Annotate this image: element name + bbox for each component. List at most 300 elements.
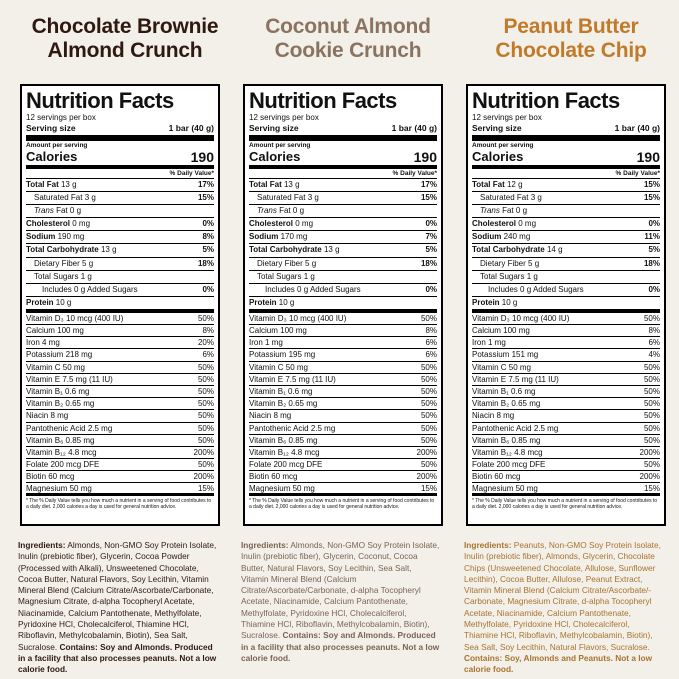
serving-size-row xyxy=(472,123,660,141)
carbohydrate-row xyxy=(472,244,660,257)
amount-per-serving: Amount per serving xyxy=(26,142,88,149)
vitamin-dv: 50% xyxy=(420,411,437,421)
protein-row-text xyxy=(472,297,517,309)
vitamin-name: Vitamin C 50 mg xyxy=(249,362,308,372)
added-sugars-amount: 0 g xyxy=(520,284,532,294)
vitamin-dv: 6% xyxy=(202,350,214,360)
added-sugars-pre: Includes xyxy=(488,284,518,294)
product-title xyxy=(20,0,230,78)
protein-row xyxy=(26,297,214,313)
vitamin-row xyxy=(249,423,437,435)
total-fat-row-label: Total Fat xyxy=(249,180,282,189)
added-sugars-pre: Includes xyxy=(265,284,295,294)
vitamin-row xyxy=(249,447,437,459)
vitamin-row xyxy=(472,459,660,471)
vitamin-dv: 50% xyxy=(197,399,214,409)
vitamin-row xyxy=(26,374,214,386)
saturated-fat-row-text xyxy=(480,192,542,204)
saturated-fat-row-label: Saturated Fat xyxy=(257,193,306,203)
product-title-line2: Cookie Crunch xyxy=(274,39,422,62)
vitamin-row xyxy=(249,374,437,386)
vitamin-dv: 50% xyxy=(420,423,437,433)
fiber-row xyxy=(26,258,214,271)
fiber-row-amount: 5 g xyxy=(528,258,540,268)
vitamin-name: Vitamin B₂ 0.65 mg xyxy=(249,399,318,409)
sodium-row xyxy=(26,231,214,244)
fiber-row-text xyxy=(34,258,93,270)
carbohydrate-row-amount: 13 g xyxy=(323,245,340,255)
sugars-row-label: Total Sugars xyxy=(34,271,79,281)
saturated-fat-row-dv: 15% xyxy=(197,193,214,203)
serving-size-value: 1 bar (40 g) xyxy=(614,123,660,133)
vitamin-name: Magnesium 50 mg xyxy=(249,484,315,494)
trans-fat-row-text xyxy=(34,205,81,217)
added-sugars-amount: 0 g xyxy=(297,284,309,294)
ingredients-label: Ingredients: xyxy=(241,540,289,550)
product-title-line2: Chocolate Chip xyxy=(495,39,647,62)
vitamin-dv: 15% xyxy=(420,484,437,494)
vitamin-dv: 8% xyxy=(202,326,214,336)
total-fat-row-text xyxy=(26,179,77,191)
vitamin-row xyxy=(26,349,214,361)
nutrition-facts-heading: Nutrition Facts xyxy=(249,88,397,113)
ingredients-text: Almonds, Non-GMO Soy Protein Isolate, Inulin (prebiotic fiber), Glycerin, Cocoa Powder (Processed with Alkali), Unsweetened Chocolate, Cocoa Butter, Natural Flavors, Soy Lecithin, Vitamin Mineral Blend (Calcium Citrate/Ascorbate/Carbonate, Magnesium Citrate, d-alpha Tocopheryl Acetate, Niacinamide, Calcium Pantothenate, Methylfolate, Pyridoxine HCl, Cholecalciferol, Thiamine HCl, Riboflavin, Methylcobalamin, Biotin), Sea Salt, Sucralose. xyxy=(18,540,217,652)
total-fat-row-dv: 17% xyxy=(420,180,437,189)
ingredients-block xyxy=(18,540,218,676)
contains-statement: Contains: Soy and Almonds. Produced in a facility that also processes peanuts. Not a low calorie food. xyxy=(241,630,440,663)
daily-value-footnote: * The % Daily Value tells you how much a nutrient in a serving of food contributes to a daily diet. 2,000 calories a day is used for general nutrition advice. xyxy=(26,498,212,511)
vitamin-dv: 6% xyxy=(648,338,660,348)
product-title xyxy=(243,0,453,78)
calories-value: 190 xyxy=(636,149,660,165)
cholesterol-row-amount: 0 mg xyxy=(295,219,314,229)
vitamin-name: Potassium 218 mg xyxy=(26,350,93,360)
contains-statement: Contains: Soy and Almonds. Produced in a facility that also processes peanuts. Not a low calorie food. xyxy=(18,641,217,675)
carbohydrate-row-label: Total Carbohydrate xyxy=(249,245,322,255)
vitamin-name: Pantothenic Acid 2.5 mg xyxy=(249,423,336,433)
sugars-row-text xyxy=(257,271,315,283)
trans-fat-row-label-rest: Fat xyxy=(279,206,291,216)
fiber-row xyxy=(249,258,437,271)
amount-per-serving: Amount per serving xyxy=(472,142,534,149)
total-fat-row-dv: 17% xyxy=(197,180,214,189)
vitamin-dv: 50% xyxy=(643,386,660,396)
vitamin-name: Potassium 195 mg xyxy=(249,350,316,360)
vitamin-row xyxy=(249,337,437,349)
sugars-row-amount: 1 g xyxy=(526,271,538,281)
cholesterol-row xyxy=(472,218,660,231)
cholesterol-row-amount: 0 mg xyxy=(518,219,537,229)
calories-value: 190 xyxy=(190,149,214,165)
fiber-row-label: Dietary Fiber xyxy=(34,258,80,268)
sodium-row-amount: 190 mg xyxy=(57,232,85,242)
saturated-fat-row-dv: 15% xyxy=(420,193,437,203)
total-fat-row-dv: 15% xyxy=(643,180,660,189)
protein-row-amount: 10 g xyxy=(501,297,518,307)
carbohydrate-row-dv: 5% xyxy=(425,245,437,255)
trans-fat-row-label-rest: Fat xyxy=(502,206,514,216)
sodium-row-amount: 240 mg xyxy=(503,232,531,242)
total-fat-row-amount: 13 g xyxy=(283,180,300,189)
calories-row xyxy=(26,150,214,169)
sodium-row-text xyxy=(472,231,530,243)
nutrition-facts-label xyxy=(466,84,666,526)
amount-per-serving: Amount per serving xyxy=(249,142,311,149)
vitamin-dv: 50% xyxy=(197,411,214,421)
saturated-fat-row-text xyxy=(34,192,96,204)
vitamin-name: Niacin 8 mg xyxy=(249,411,292,421)
vitamin-name: Vitamin B₆ 0.85 mg xyxy=(249,435,318,445)
carbohydrate-row-amount: 13 g xyxy=(100,245,117,255)
vitamin-row xyxy=(472,435,660,447)
sodium-row-dv: 8% xyxy=(202,232,214,242)
vitamin-dv: 200% xyxy=(639,472,660,482)
contains-statement: Contains: Soy, Almonds and Peanuts. Not a low calorie food. xyxy=(464,652,653,675)
vitamin-name: Vitamin D₃ 10 mcg (400 IU) xyxy=(26,313,124,323)
product-title-line1: Coconut Almond xyxy=(265,15,431,38)
ingredients-block xyxy=(241,540,441,664)
vitamin-name: Vitamin B₁ 0.6 mg xyxy=(26,386,90,396)
ingredients-label: Ingredients: xyxy=(18,540,66,550)
protein-row-amount: 10 g xyxy=(55,297,72,307)
fiber-row-text xyxy=(257,258,316,270)
vitamin-row xyxy=(472,423,660,435)
added-sugars-post: Added Sugars xyxy=(532,284,584,294)
vitamin-row xyxy=(26,435,214,447)
saturated-fat-row-amount: 3 g xyxy=(84,193,96,203)
vitamin-row xyxy=(472,313,660,325)
vitamin-dv: 50% xyxy=(643,313,660,323)
serving-size-label: Serving size xyxy=(26,123,76,133)
serving-size-row xyxy=(26,123,214,141)
calories-row xyxy=(472,150,660,169)
daily-value-header: % Daily Value* xyxy=(249,169,437,179)
vitamin-row xyxy=(472,325,660,337)
vitamin-row xyxy=(26,398,214,410)
vitamin-name: Niacin 8 mg xyxy=(26,411,69,421)
vitamin-dv: 50% xyxy=(643,423,660,433)
vitamin-name: Magnesium 50 mg xyxy=(26,484,92,494)
vitamin-row xyxy=(472,398,660,410)
vitamin-name: Potassium 151 mg xyxy=(472,350,539,360)
protein-row-text xyxy=(249,297,294,309)
saturated-fat-row xyxy=(472,192,660,205)
vitamin-row xyxy=(26,362,214,374)
product-title xyxy=(466,0,676,78)
vitamin-dv: 6% xyxy=(425,338,437,348)
serving-size-label: Serving size xyxy=(472,123,522,133)
vitamin-name: Calcium 100 mg xyxy=(472,326,530,336)
serving-size-label: Serving size xyxy=(249,123,299,133)
vitamin-dv: 20% xyxy=(197,338,214,348)
vitamin-row xyxy=(26,386,214,398)
vitamin-name: Vitamin B₁ 0.6 mg xyxy=(249,386,313,396)
servings-per-box: 12 servings per box xyxy=(472,113,542,122)
added-sugars-text xyxy=(488,284,584,296)
vitamin-name: Vitamin B₁₂ 4.8 mcg xyxy=(249,447,320,457)
sodium-row-amount: 170 mg xyxy=(280,232,308,242)
carbohydrate-row-text xyxy=(249,244,340,256)
calories-value: 190 xyxy=(413,149,437,165)
vitamin-name: Iron 1 mg xyxy=(472,338,506,348)
product-column-1 xyxy=(20,0,230,78)
cholesterol-row-label: Cholesterol xyxy=(249,219,294,229)
calories-label: Calories xyxy=(472,149,524,164)
sugars-row-label: Total Sugars xyxy=(480,271,525,281)
vitamin-dv: 50% xyxy=(643,399,660,409)
vitamin-dv: 50% xyxy=(420,313,437,323)
vitamin-row xyxy=(249,362,437,374)
vitamin-dv: 50% xyxy=(643,411,660,421)
vitamin-dv: 200% xyxy=(416,472,437,482)
trans-fat-row-amount: 0 g xyxy=(292,206,305,216)
vitamin-dv: 6% xyxy=(425,350,437,360)
cholesterol-row-label: Cholesterol xyxy=(472,219,517,229)
carbohydrate-row-amount: 14 g xyxy=(546,245,563,255)
total-fat-row-amount: 12 g xyxy=(506,180,523,189)
daily-value-footnote: * The % Daily Value tells you how much a nutrient in a serving of food contributes to a daily diet. 2,000 calories a day is used for general nutrition advice. xyxy=(472,498,658,511)
sodium-row-label: Sodium xyxy=(26,232,56,242)
vitamin-row xyxy=(249,471,437,483)
trans-fat-row-label-rest: Fat xyxy=(56,206,68,216)
vitamin-name: Vitamin D₃ 10 mcg (400 IU) xyxy=(472,313,570,323)
cholesterol-row-text xyxy=(26,218,90,230)
calories-row xyxy=(249,150,437,169)
calories-label: Calories xyxy=(249,149,301,164)
vitamin-dv: 50% xyxy=(643,362,660,372)
sodium-row xyxy=(249,231,437,244)
cholesterol-row-dv: 0% xyxy=(425,219,437,229)
vitamin-dv: 8% xyxy=(425,326,437,336)
vitamin-name: Magnesium 50 mg xyxy=(472,484,538,494)
sodium-row-dv: 7% xyxy=(425,232,437,242)
vitamin-name: Vitamin B₆ 0.85 mg xyxy=(26,435,95,445)
fiber-row-label: Dietary Fiber xyxy=(480,258,526,268)
daily-value-header: % Daily Value* xyxy=(472,169,660,179)
vitamin-row xyxy=(249,349,437,361)
vitamin-dv: 200% xyxy=(639,447,660,457)
fiber-row xyxy=(472,258,660,271)
sugars-row-text xyxy=(34,271,92,283)
fiber-row-amount: 5 g xyxy=(82,258,94,268)
trans-fat-row-amount: 0 g xyxy=(69,206,82,216)
vitamin-row xyxy=(26,423,214,435)
cholesterol-row xyxy=(26,218,214,231)
fiber-row-dv: 18% xyxy=(420,258,437,268)
vitamin-dv: 50% xyxy=(197,460,214,470)
added-sugars-post: Added Sugars xyxy=(86,284,138,294)
vitamin-row xyxy=(472,349,660,361)
vitamin-name: Pantothenic Acid 2.5 mg xyxy=(26,423,113,433)
cholesterol-row-label: Cholesterol xyxy=(26,219,71,229)
servings-per-box: 12 servings per box xyxy=(26,113,96,122)
trans-fat-row-label: Trans xyxy=(257,206,277,216)
vitamin-name: Calcium 100 mg xyxy=(26,326,84,336)
sodium-row-label: Sodium xyxy=(249,232,279,242)
serving-size-row xyxy=(249,123,437,141)
added-sugars-pre: Includes xyxy=(42,284,72,294)
vitamin-row xyxy=(472,337,660,349)
total-fat-row xyxy=(249,179,437,192)
carbohydrate-row-dv: 5% xyxy=(202,245,214,255)
vitamin-name: Vitamin C 50 mg xyxy=(26,362,85,372)
vitamin-row xyxy=(472,386,660,398)
added-sugars-dv: 0% xyxy=(202,284,214,294)
vitamin-name: Vitamin B₁₂ 4.8 mcg xyxy=(472,447,543,457)
vitamin-name: Iron 4 mg xyxy=(26,338,60,348)
ingredients-text: Almonds, Non-GMO Soy Protein Isolate, Inulin (prebiotic fiber), Glycerin, Coconut, Cocoa Butter, Natural Flavors, Soy Lecithin, Sea Salt, Vitamin Mineral Blend (Calcium Citrate/Ascorbate/Carbonate, d-alpha Tocopheryl Acetate, Niacinamide, Calcium Pantothenate, Methylfolate, Pyridoxine HCl, Cholecalciferol, Thiamine HCl, Riboflavin, Methylcobalamin, Biotin), Sucralose. xyxy=(241,540,440,641)
sugars-row-amount: 1 g xyxy=(80,271,92,281)
vitamin-name: Vitamin C 50 mg xyxy=(472,362,531,372)
vitamin-row xyxy=(26,313,214,325)
vitamin-name: Vitamin B₂ 0.65 mg xyxy=(26,399,95,409)
trans-fat-row xyxy=(26,205,214,218)
sugars-row xyxy=(472,271,660,284)
vitamin-dv: 50% xyxy=(197,362,214,372)
saturated-fat-row-amount: 3 g xyxy=(307,193,319,203)
total-fat-row xyxy=(472,179,660,192)
cholesterol-row-dv: 0% xyxy=(648,219,660,229)
trans-fat-row xyxy=(249,205,437,218)
product-column-2 xyxy=(243,0,453,78)
vitamin-row xyxy=(26,325,214,337)
trans-fat-row-label: Trans xyxy=(34,206,54,216)
vitamin-name: Vitamin E 7.5 mg (11 IU) xyxy=(472,374,559,384)
saturated-fat-row-amount: 3 g xyxy=(530,193,542,203)
fiber-row-label: Dietary Fiber xyxy=(257,258,303,268)
vitamin-row xyxy=(26,410,214,422)
saturated-fat-row-label: Saturated Fat xyxy=(34,193,83,203)
vitamin-row xyxy=(249,483,437,496)
saturated-fat-row-label: Saturated Fat xyxy=(480,193,529,203)
vitamin-name: Vitamin E 7.5 mg (11 IU) xyxy=(26,374,113,384)
saturated-fat-row xyxy=(26,192,214,205)
fiber-row-dv: 18% xyxy=(197,258,214,268)
nutrition-facts-label xyxy=(20,84,220,526)
vitamin-dv: 50% xyxy=(420,435,437,445)
nutrition-facts-heading: Nutrition Facts xyxy=(26,88,174,113)
vitamin-row xyxy=(26,471,214,483)
vitamin-row xyxy=(472,374,660,386)
added-sugars-text xyxy=(265,284,361,296)
vitamin-name: Folate 200 mcg DFE xyxy=(249,460,323,470)
protein-row-label: Protein xyxy=(26,297,54,307)
ingredients-block xyxy=(464,540,664,676)
product-title-line1: Chocolate Brownie xyxy=(31,15,219,38)
saturated-fat-row-dv: 15% xyxy=(643,193,660,203)
trans-fat-row-text xyxy=(480,205,527,217)
vitamin-row xyxy=(26,337,214,349)
vitamin-name: Biotin 60 mcg xyxy=(26,472,75,482)
vitamin-row xyxy=(249,410,437,422)
sodium-row-label: Sodium xyxy=(472,232,502,242)
vitamin-dv: 50% xyxy=(643,435,660,445)
carbohydrate-row-text xyxy=(472,244,563,256)
product-title-line1: Peanut Butter xyxy=(503,15,639,38)
nutrition-facts-label xyxy=(243,84,443,526)
vitamin-name: Biotin 60 mcg xyxy=(249,472,298,482)
added-sugars-row xyxy=(472,284,660,297)
vitamin-name: Folate 200 mcg DFE xyxy=(472,460,546,470)
vitamin-name: Vitamin B₆ 0.85 mg xyxy=(472,435,541,445)
vitamin-row xyxy=(249,398,437,410)
trans-fat-row xyxy=(472,205,660,218)
total-fat-row-label: Total Fat xyxy=(26,180,59,189)
vitamin-name: Vitamin B₁ 0.6 mg xyxy=(472,386,536,396)
vitamin-dv: 50% xyxy=(420,460,437,470)
added-sugars-row xyxy=(249,284,437,297)
vitamin-row xyxy=(26,459,214,471)
vitamin-row xyxy=(472,447,660,459)
vitamin-name: Vitamin E 7.5 mg (11 IU) xyxy=(249,374,336,384)
ingredients-text: Peanuts, Non-GMO Soy Protein Isolate, Inulin (prebiotic fiber), Almonds, Glycerin, Chocolate Chips (Unsweetened Chocolate, Allulose, Sunflower Lecithin), Cocoa Butter, Allulose, Peanut Extract, Vitamin Mineral Blend (Calcium Citrate/Ascorbate/-Carbonate, Magnesium Citrate, d-alpha Tocopheryl Acetate, Niacinamide, Calcium Pantothenate, Methylfolate, Pyridoxine HCl, Cholecalciferol, Thiamine HCl, Riboflavin, Methylcobalamin, Biotin), Sea Salt, Soy Lecithin, Natural Flavors, Sucralose. xyxy=(464,540,661,652)
added-sugars-dv: 0% xyxy=(425,284,437,294)
vitamin-name: Vitamin B₁₂ 4.8 mcg xyxy=(26,447,97,457)
product-title-line2: Almond Crunch xyxy=(47,39,203,62)
protein-row xyxy=(249,297,437,313)
sugars-row-text xyxy=(480,271,538,283)
calories-label: Calories xyxy=(26,149,78,164)
vitamin-name: Vitamin D₃ 10 mcg (400 IU) xyxy=(249,313,347,323)
vitamin-row xyxy=(249,435,437,447)
protein-row-label: Protein xyxy=(472,297,500,307)
vitamin-row xyxy=(249,325,437,337)
cholesterol-row-text xyxy=(249,218,313,230)
total-fat-row-amount: 13 g xyxy=(60,180,77,189)
total-fat-row xyxy=(26,179,214,192)
vitamin-row xyxy=(26,483,214,496)
sodium-row-dv: 11% xyxy=(644,232,660,242)
vitamin-dv: 15% xyxy=(197,484,214,494)
vitamin-name: Pantothenic Acid 2.5 mg xyxy=(472,423,559,433)
fiber-row-dv: 18% xyxy=(643,258,660,268)
vitamin-dv: 50% xyxy=(643,374,660,384)
trans-fat-row-amount: 0 g xyxy=(515,206,528,216)
vitamin-name: Folate 200 mcg DFE xyxy=(26,460,100,470)
daily-value-header: % Daily Value* xyxy=(26,169,214,179)
vitamin-name: Biotin 60 mcg xyxy=(472,472,521,482)
saturated-fat-row xyxy=(249,192,437,205)
vitamin-dv: 200% xyxy=(193,447,214,457)
cholesterol-row-dv: 0% xyxy=(202,219,214,229)
vitamin-dv: 200% xyxy=(193,472,214,482)
vitamin-dv: 50% xyxy=(420,386,437,396)
protein-row xyxy=(472,297,660,313)
vitamin-dv: 8% xyxy=(648,326,660,336)
vitamin-dv: 50% xyxy=(197,423,214,433)
vitamin-name: Iron 1 mg xyxy=(249,338,283,348)
sugars-row-amount: 1 g xyxy=(303,271,315,281)
vitamin-row xyxy=(472,410,660,422)
vitamin-dv: 4% xyxy=(648,350,660,360)
vitamin-dv: 15% xyxy=(643,484,660,494)
sugars-row xyxy=(26,271,214,284)
sodium-row xyxy=(472,231,660,244)
carbohydrate-row-label: Total Carbohydrate xyxy=(26,245,99,255)
vitamin-row xyxy=(472,362,660,374)
servings-per-box: 12 servings per box xyxy=(249,113,319,122)
protein-row-amount: 10 g xyxy=(278,297,295,307)
added-sugars-amount: 0 g xyxy=(74,284,86,294)
trans-fat-row-text xyxy=(257,205,304,217)
vitamin-dv: 200% xyxy=(416,447,437,457)
total-fat-row-text xyxy=(249,179,300,191)
vitamin-row xyxy=(249,313,437,325)
serving-size-value: 1 bar (40 g) xyxy=(391,123,437,133)
nutrition-facts-heading: Nutrition Facts xyxy=(472,88,620,113)
sodium-row-text xyxy=(26,231,84,243)
carbohydrate-row-text xyxy=(26,244,117,256)
